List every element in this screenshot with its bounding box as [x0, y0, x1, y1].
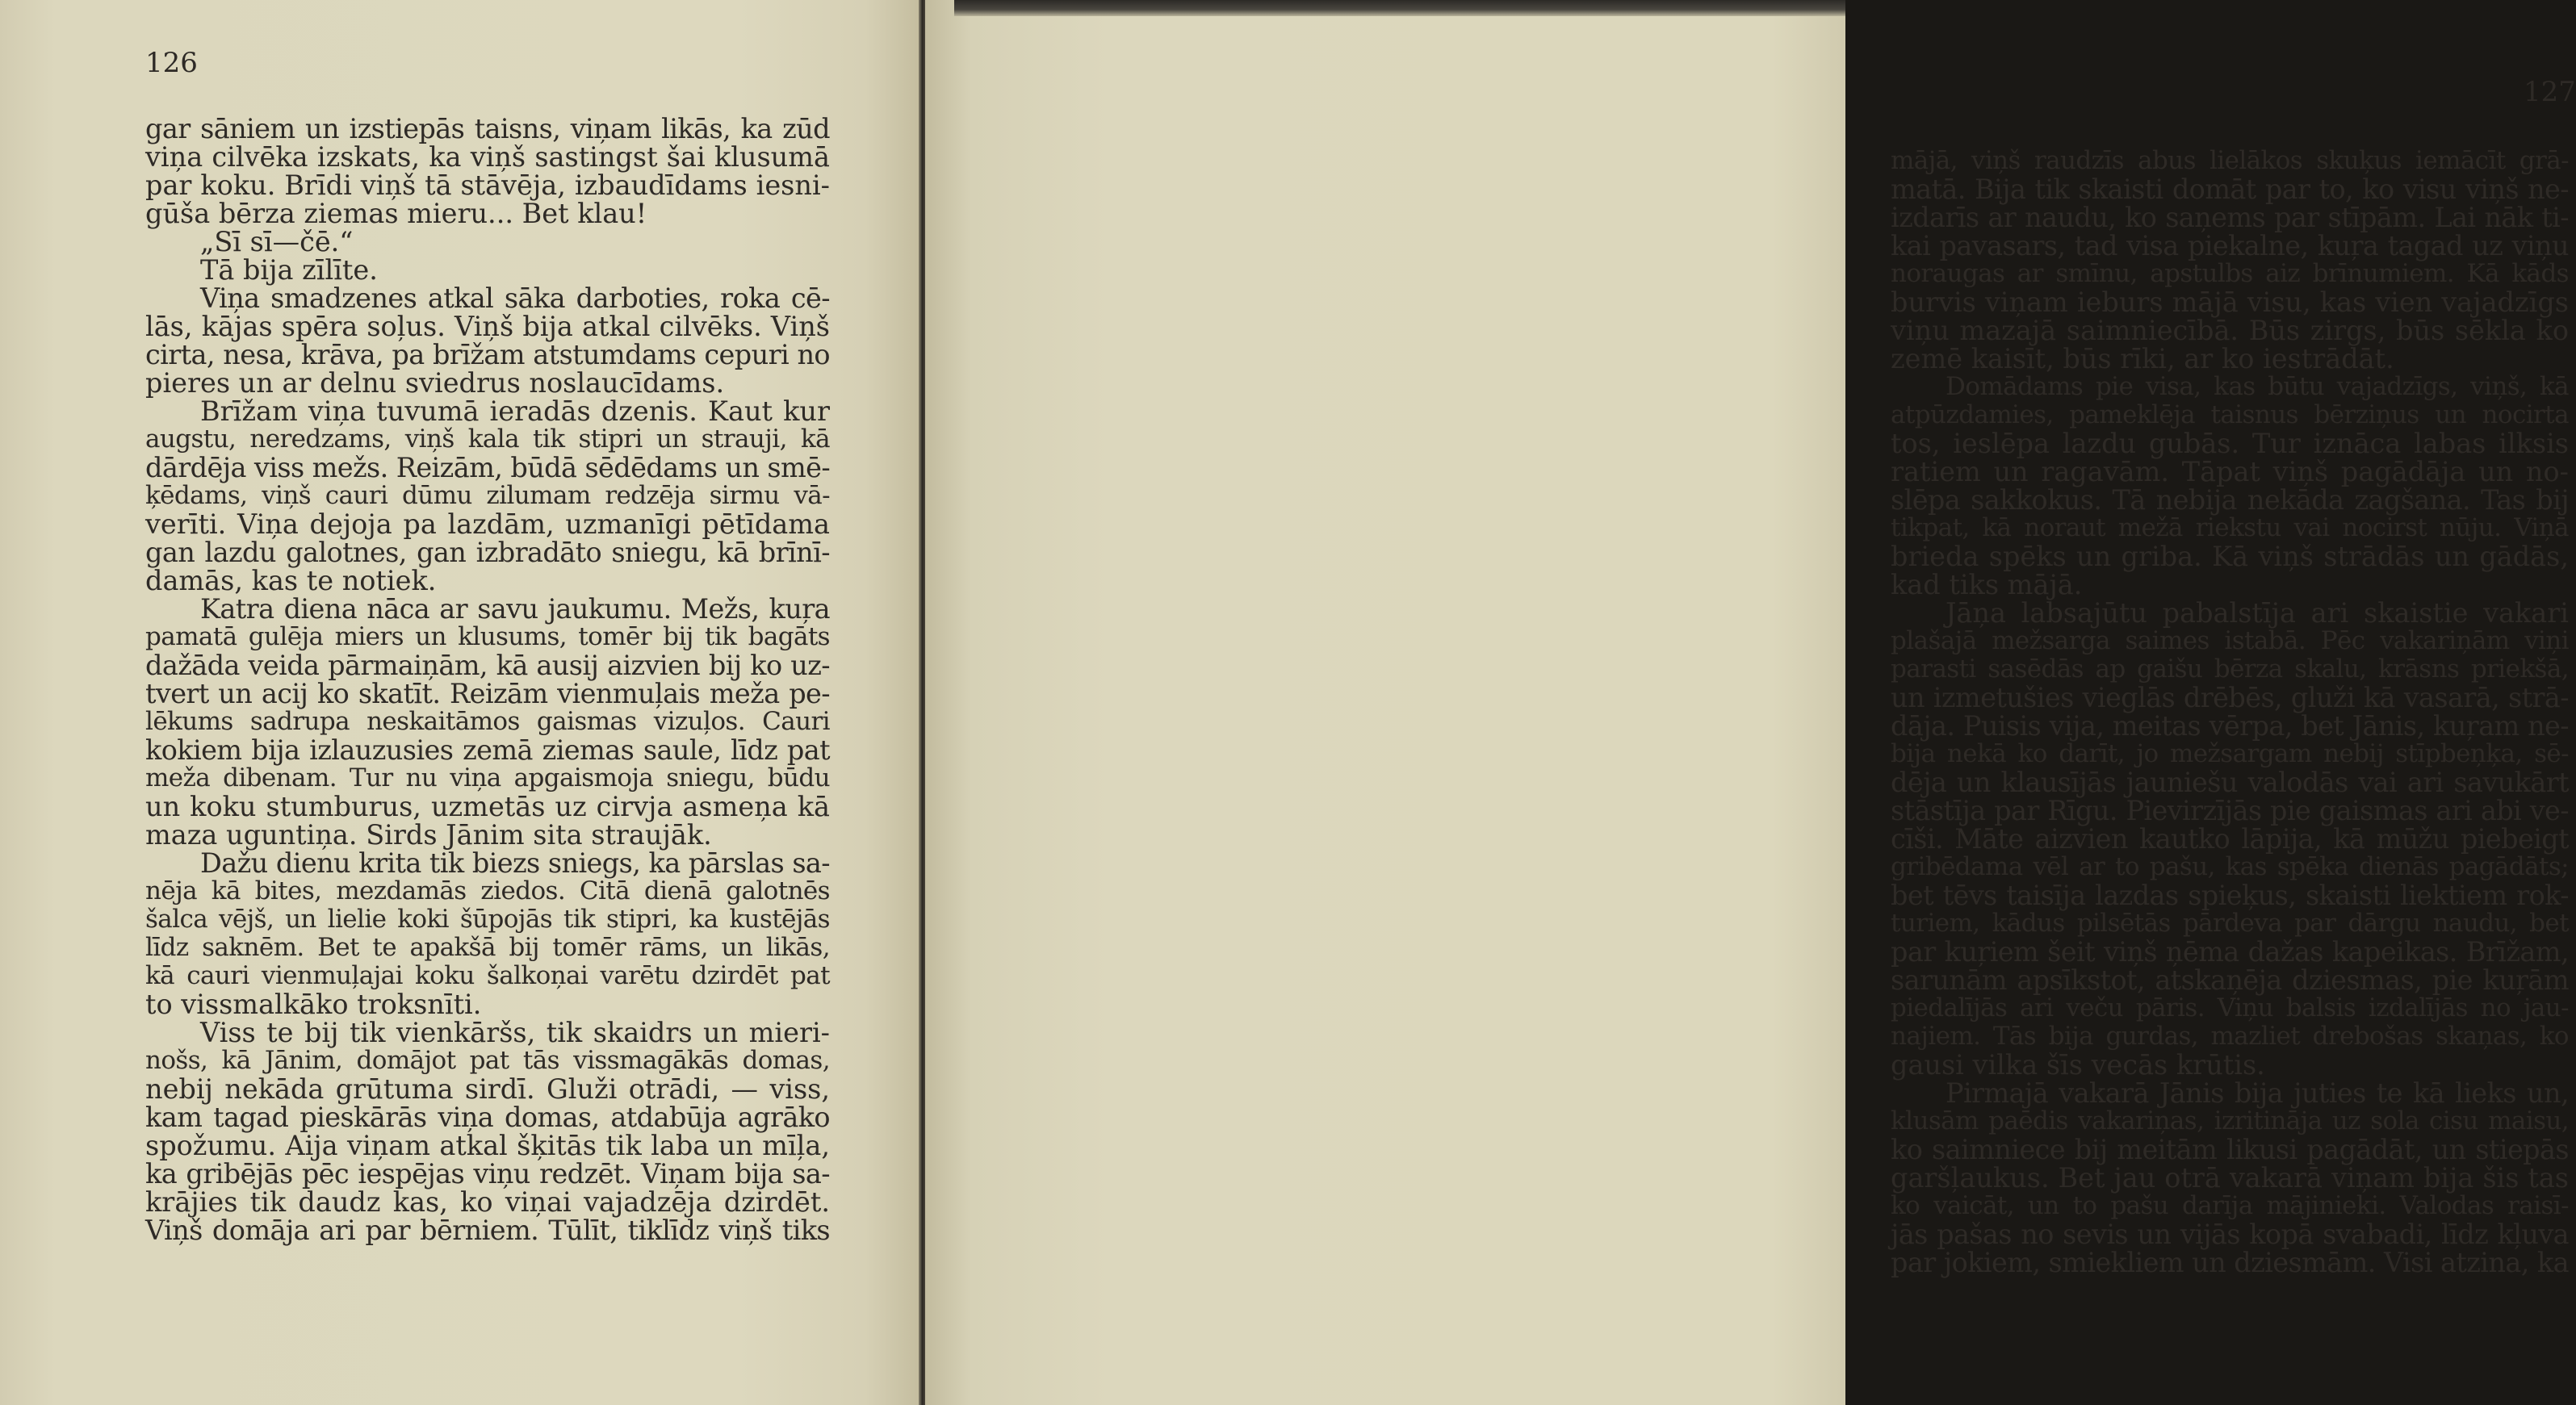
text-line: parasti sasēdās ap gaišu bērza skalu, krāsns priekšā, [1891, 654, 2569, 684]
text-line: ka gribējās pēc iespējas viņu redzēt. Viņam bija sa- [145, 1158, 830, 1190]
text-line: gar sāniem un izstiepās taisns, viņam likās, ka zūd [145, 113, 830, 144]
text-line: garšļaukus. Bet jau otrā vakarā viņam bija šis tas [1891, 1162, 2569, 1194]
text-line: kam tagad pieskārās viņa domas, atdabūja agrāko [145, 1102, 830, 1133]
text-line: dārdēja viss mežs. Reizām, būdā sēdēdams un smē- [145, 452, 831, 483]
text-line: jās pašas no sevis un vijās kopā svabadi, līdz kļuva [1891, 1219, 2569, 1250]
text-line: par koku. Brīdi viņš tā stāvēja, izbaudīdams iesni- [145, 169, 830, 201]
text-line: mājā, viņš raudzīs abus lielākos skuķus iemācīt grā- [1891, 146, 2569, 175]
text-line: „Sī sī—čē.“ [200, 226, 354, 257]
text-line: viņu mazajā saimniecībā. Būs zirgs, būs sēkla ko [1891, 315, 2569, 346]
right-page [925, 0, 2576, 1405]
text-line: kai pavasars, tad visa piekalne, kuŗa tagad uz viņu [1891, 230, 2569, 261]
text-line: brieda spēks un griba. Kā viņš strādās un gādās, [1891, 541, 2569, 572]
text-line: pieres un ar delnu sviedrus noslaucīdams. [145, 367, 725, 399]
text-line: Dažu dienu krita tik biezs sniegs, ka pārslas sa- [200, 847, 830, 879]
text-line: nebij nekāda grūtuma sirdī. Gluži otrādi, — viss, [145, 1073, 830, 1105]
text-line: lēkums sadrupa neskaitāmos gaismas vizuļos. Cauri [145, 707, 830, 736]
text-line: matā. Bija tik skaisti domāt par to, ko visu viņš ne- [1891, 174, 2569, 205]
text-line: Katra diena nāca ar savu jaukumu. Mežs, kuŗa [200, 593, 830, 625]
text-line: ķēdams, viņš cauri dūmu zilumam redzēja sirmu vā- [145, 481, 830, 510]
text-line: to vissmalkāko troksnīti. [145, 989, 482, 1020]
text-line: zemē kaisīt, būs rīki, ar ko iestrādāt. [1891, 343, 2394, 374]
text-line: līdz saknēm. Bet te apakšā bij tomēr rāms, un likās, [145, 933, 830, 962]
text-line: cirta, nesa, krāva, pa brīžam atstumdams cepuri no [145, 339, 830, 370]
text-line: Viņa smadzenes atkal sāka darboties, roka cē- [200, 282, 830, 314]
text-line: kā cauri vienmuļajai koku šalkoņai varētu dzirdēt pat [145, 961, 830, 990]
text-line: sarunām apsīkstot, atskaņēja dziesmas, pie kuŗām [1891, 964, 2569, 996]
text-line: cīši. Māte aizvien kautko lāpija, kā mūžu piebeigt [1891, 823, 2569, 855]
text-line: tos, ieslēpa lazdu gubās. Tur iznāca labas ilksis [1891, 428, 2569, 459]
text-line: nēja kā bites, mezdamās ziedos. Citā dienā galotnēs [145, 876, 830, 905]
text-line: bet tēvs taisīja lazdas spieķus, skaisti liektiem rok- [1891, 880, 2569, 911]
page-text [145, 115, 830, 1244]
text-line: pamatā gulēja miers un klusums, tomēr bij tik bagāts [145, 622, 830, 651]
text-line: šalca vējš, un lielie koki šūpojās tik stipri, ka kustējās [145, 905, 830, 934]
text-line: spožumu. Aija viņam atkal šķitās tik laba un mīļa, [145, 1130, 830, 1161]
text-line: gūša bērza ziemas mieru... Bet klau! [145, 198, 647, 229]
text-line: Domādams pie visa, kas būtu vajadzīgs, viņš, kā [1946, 372, 2569, 401]
text-line: dāja. Puisis vija, meitas vērpa, bet Jānis, kuŗam ne- [1891, 710, 2569, 742]
text-line: augstu, neredzams, viņš kala tik stipri un strauji, kā [145, 424, 830, 454]
text-line: bija nekā ko darīt, jo mežsargam nebij stīpbeņķa, sē- [1891, 739, 2569, 768]
text-line: Pirmajā vakarā Jānis bija juties te kā lieks un, [1946, 1077, 2569, 1109]
text-line: maza uguntiņa. Sirds Jānim sita straujāk. [145, 819, 712, 851]
text-line: turiem, kādus pilsētās pārdeva par dārgu naudu, bet [1891, 909, 2569, 938]
text-line: stāstīja par Rīgu. Pievirzījās pie gaismas ari abi ve- [1891, 795, 2569, 826]
text-line: gausi vilka šīs vecās krūtis. [1891, 1049, 2265, 1081]
text-line: ratiem un ragavām. Tāpat viņš pagādāja un no- [1891, 456, 2569, 487]
text-line: viņa cilvēka izskats, ka viņš sastingst šai klusumā [145, 141, 830, 173]
text-line: dēja un klausījās jauniešu valodās vai ari savukārt [1891, 767, 2569, 798]
text-line: atpūzdamies, pameklēja taisnus bērziņus un nocirta [1891, 400, 2569, 429]
text-line: lās, kājas spēra soļus. Viņš bija atkal cilvēks. Viņš [145, 311, 830, 342]
text-line: izdarīs ar naudu, ko saņems par stīpām. Lai nāk ti- [1891, 202, 2569, 233]
text-line: Tā bija zīlīte. [200, 254, 378, 286]
text-line: par jokiem, smiekliem un dziesmām. Visi atzina, ka [1891, 1247, 2569, 1278]
text-line: un izmetušies vieglās drēbēs, gluži kā vasarā, strā- [1891, 682, 2569, 713]
text-line: par kuŗiem šeit viņš ņēma dažas kapeikas. Brīžam, [1891, 936, 2569, 968]
text-line: ko saimniece bij meitām likusi pagādāt, un stiepās [1891, 1134, 2569, 1165]
text-line: krājies tik daudz kas, ko viņai vajadzēja dzirdēt. [145, 1186, 830, 1218]
text-line: verīti. Viņa dejoja pa lazdām, uzmanīgi pētīdama [145, 508, 830, 540]
text-line: najiem. Tās bija gurdas, mazliet drebošas skaņas, ko [1891, 1022, 2569, 1051]
text-line: tikpat, kā noraut mežā riekstu vai nocirst nūju. Viņā [1891, 513, 2569, 542]
page-text [1891, 147, 2569, 1277]
text-line: noraugas ar smīnu, apstulbs aiz brīnumiem. Kā kāds [1891, 259, 2569, 288]
page-number: 126 [145, 47, 198, 79]
text-line: gribēdama vēl ar to pašu, kas spēka dienās pagādāts; [1891, 852, 2569, 881]
left-page [0, 0, 920, 1405]
text-line: un koku stumburus, uzmetās uz cirvja asmeņa kā [145, 791, 830, 822]
text-line: Viss te bij tik vienkāršs, tik skaidrs un mieri- [200, 1017, 830, 1048]
text-line: Viņš domāja ari par bērniem. Tūlīt, tiklīdz viņš tiks [145, 1215, 830, 1246]
text-line: nošs, kā Jānim, domājot pat tās vissmagākās domas, [145, 1046, 830, 1075]
text-line: meža dibenam. Tur nu viņa apgaismoja sniegu, būdu [145, 763, 830, 792]
text-line: slēpa sakkokus. Tā nebija nekāda zagšana. Tas bij [1891, 484, 2569, 516]
text-line: Brīžam viņa tuvumā ieradās dzenis. Kaut kur [200, 395, 830, 427]
page-top-edge [954, 0, 1845, 16]
text-line: ko vaicāt, un to pašu darīja mājinieki. Valodas raisī- [1891, 1191, 2569, 1220]
text-line: kokiem bija izlauzusies zemā ziemas saule, līdz pat [145, 734, 830, 766]
page-number: 127 [2524, 76, 2576, 108]
text-line: burvis viņam ieburs mājā visu, kas vien vajadzīgs [1891, 286, 2569, 318]
text-line: dažāda veida pārmaiņām, kā ausij aizvien bij ko uz- [145, 650, 830, 681]
text-line: tvert un acij ko skatīt. Reizām vienmuļais meža pe- [145, 678, 830, 709]
text-line: gan lazdu galotnes, gan izbradāto sniegu, kā brīnī- [145, 537, 830, 568]
text-line: plašajā mežsarga saimes istabā. Pēc vakariņām viņi [1891, 626, 2569, 655]
text-line: piedalījās ari veču pāris. Viņu balsis izdalījās no jau- [1891, 993, 2569, 1022]
text-line: Jāņa labsajūtu pabalstīja ari skaistie vakari [1946, 597, 2569, 629]
text-line: kad tiks mājā. [1891, 569, 2083, 600]
text-line: damās, kas te notiek. [145, 565, 437, 596]
text-line: klusām paēdis vakariņas, izritināja uz sola cisu maisu, [1891, 1106, 2569, 1135]
